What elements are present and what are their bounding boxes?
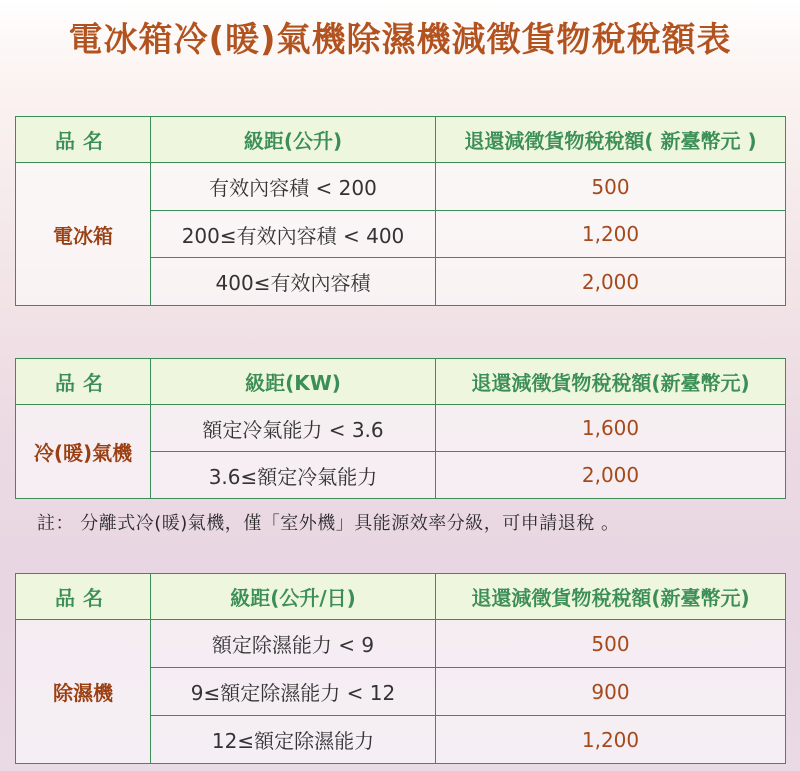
range-cell: 9≤額定除濕能力 < 12 <box>151 668 436 716</box>
air-conditioner-tax-table <box>15 358 786 499</box>
amount-cell: 1,200 <box>436 211 786 258</box>
header-row <box>16 117 786 163</box>
header-range: 級距(KW) <box>151 359 436 405</box>
category-label: 電冰箱 <box>16 163 151 306</box>
amount-cell: 500 <box>436 163 786 211</box>
amount-cell: 1,200 <box>436 716 786 764</box>
category-label: 除濕機 <box>16 620 151 764</box>
header-product-name: 品名 <box>16 117 151 163</box>
header-product-name: 品名 <box>16 359 151 405</box>
header-tax-amount: 退還減徵貨物稅稅額( 新臺幣元 ) <box>436 117 786 163</box>
header-row <box>16 574 786 620</box>
amount-cell: 900 <box>436 668 786 716</box>
range-cell: 12≤額定除濕能力 <box>151 716 436 764</box>
dehumidifier-tax-table <box>15 573 786 764</box>
amount-cell: 2,000 <box>436 258 786 306</box>
header-tax-amount: 退還減徵貨物稅稅額(新臺幣元) <box>436 359 786 405</box>
amount-cell: 1,600 <box>436 405 786 452</box>
table-row <box>16 405 786 452</box>
table-row <box>16 163 786 211</box>
header-range: 級距(公升/日) <box>151 574 436 620</box>
refrigerator-tax-table <box>15 116 786 306</box>
range-cell: 400≤有效內容積 <box>151 258 436 306</box>
header-product-name: 品名 <box>16 574 151 620</box>
footnote: 註： 分離式冷(暖)氣機，僅「室外機」具能源效率分級，可申請退稅 。 <box>37 513 620 534</box>
range-cell: 3.6≤額定冷氣能力 <box>151 452 436 499</box>
header-tax-amount: 退還減徵貨物稅稅額(新臺幣元) <box>436 574 786 620</box>
category-label: 冷(暖)氣機 <box>16 405 151 499</box>
range-cell: 有效內容積 < 200 <box>151 163 436 211</box>
range-cell: 額定除濕能力 < 9 <box>151 620 436 668</box>
range-cell: 額定冷氣能力 < 3.6 <box>151 405 436 452</box>
amount-cell: 500 <box>436 620 786 668</box>
header-row <box>16 359 786 405</box>
range-cell: 200≤有效內容積 < 400 <box>151 211 436 258</box>
header-range: 級距(公升) <box>151 117 436 163</box>
page-title: 電冰箱冷(暖)氣機除濕機減徵貨物稅稅額表 <box>68 20 732 60</box>
amount-cell: 2,000 <box>436 452 786 499</box>
table-row <box>16 620 786 668</box>
